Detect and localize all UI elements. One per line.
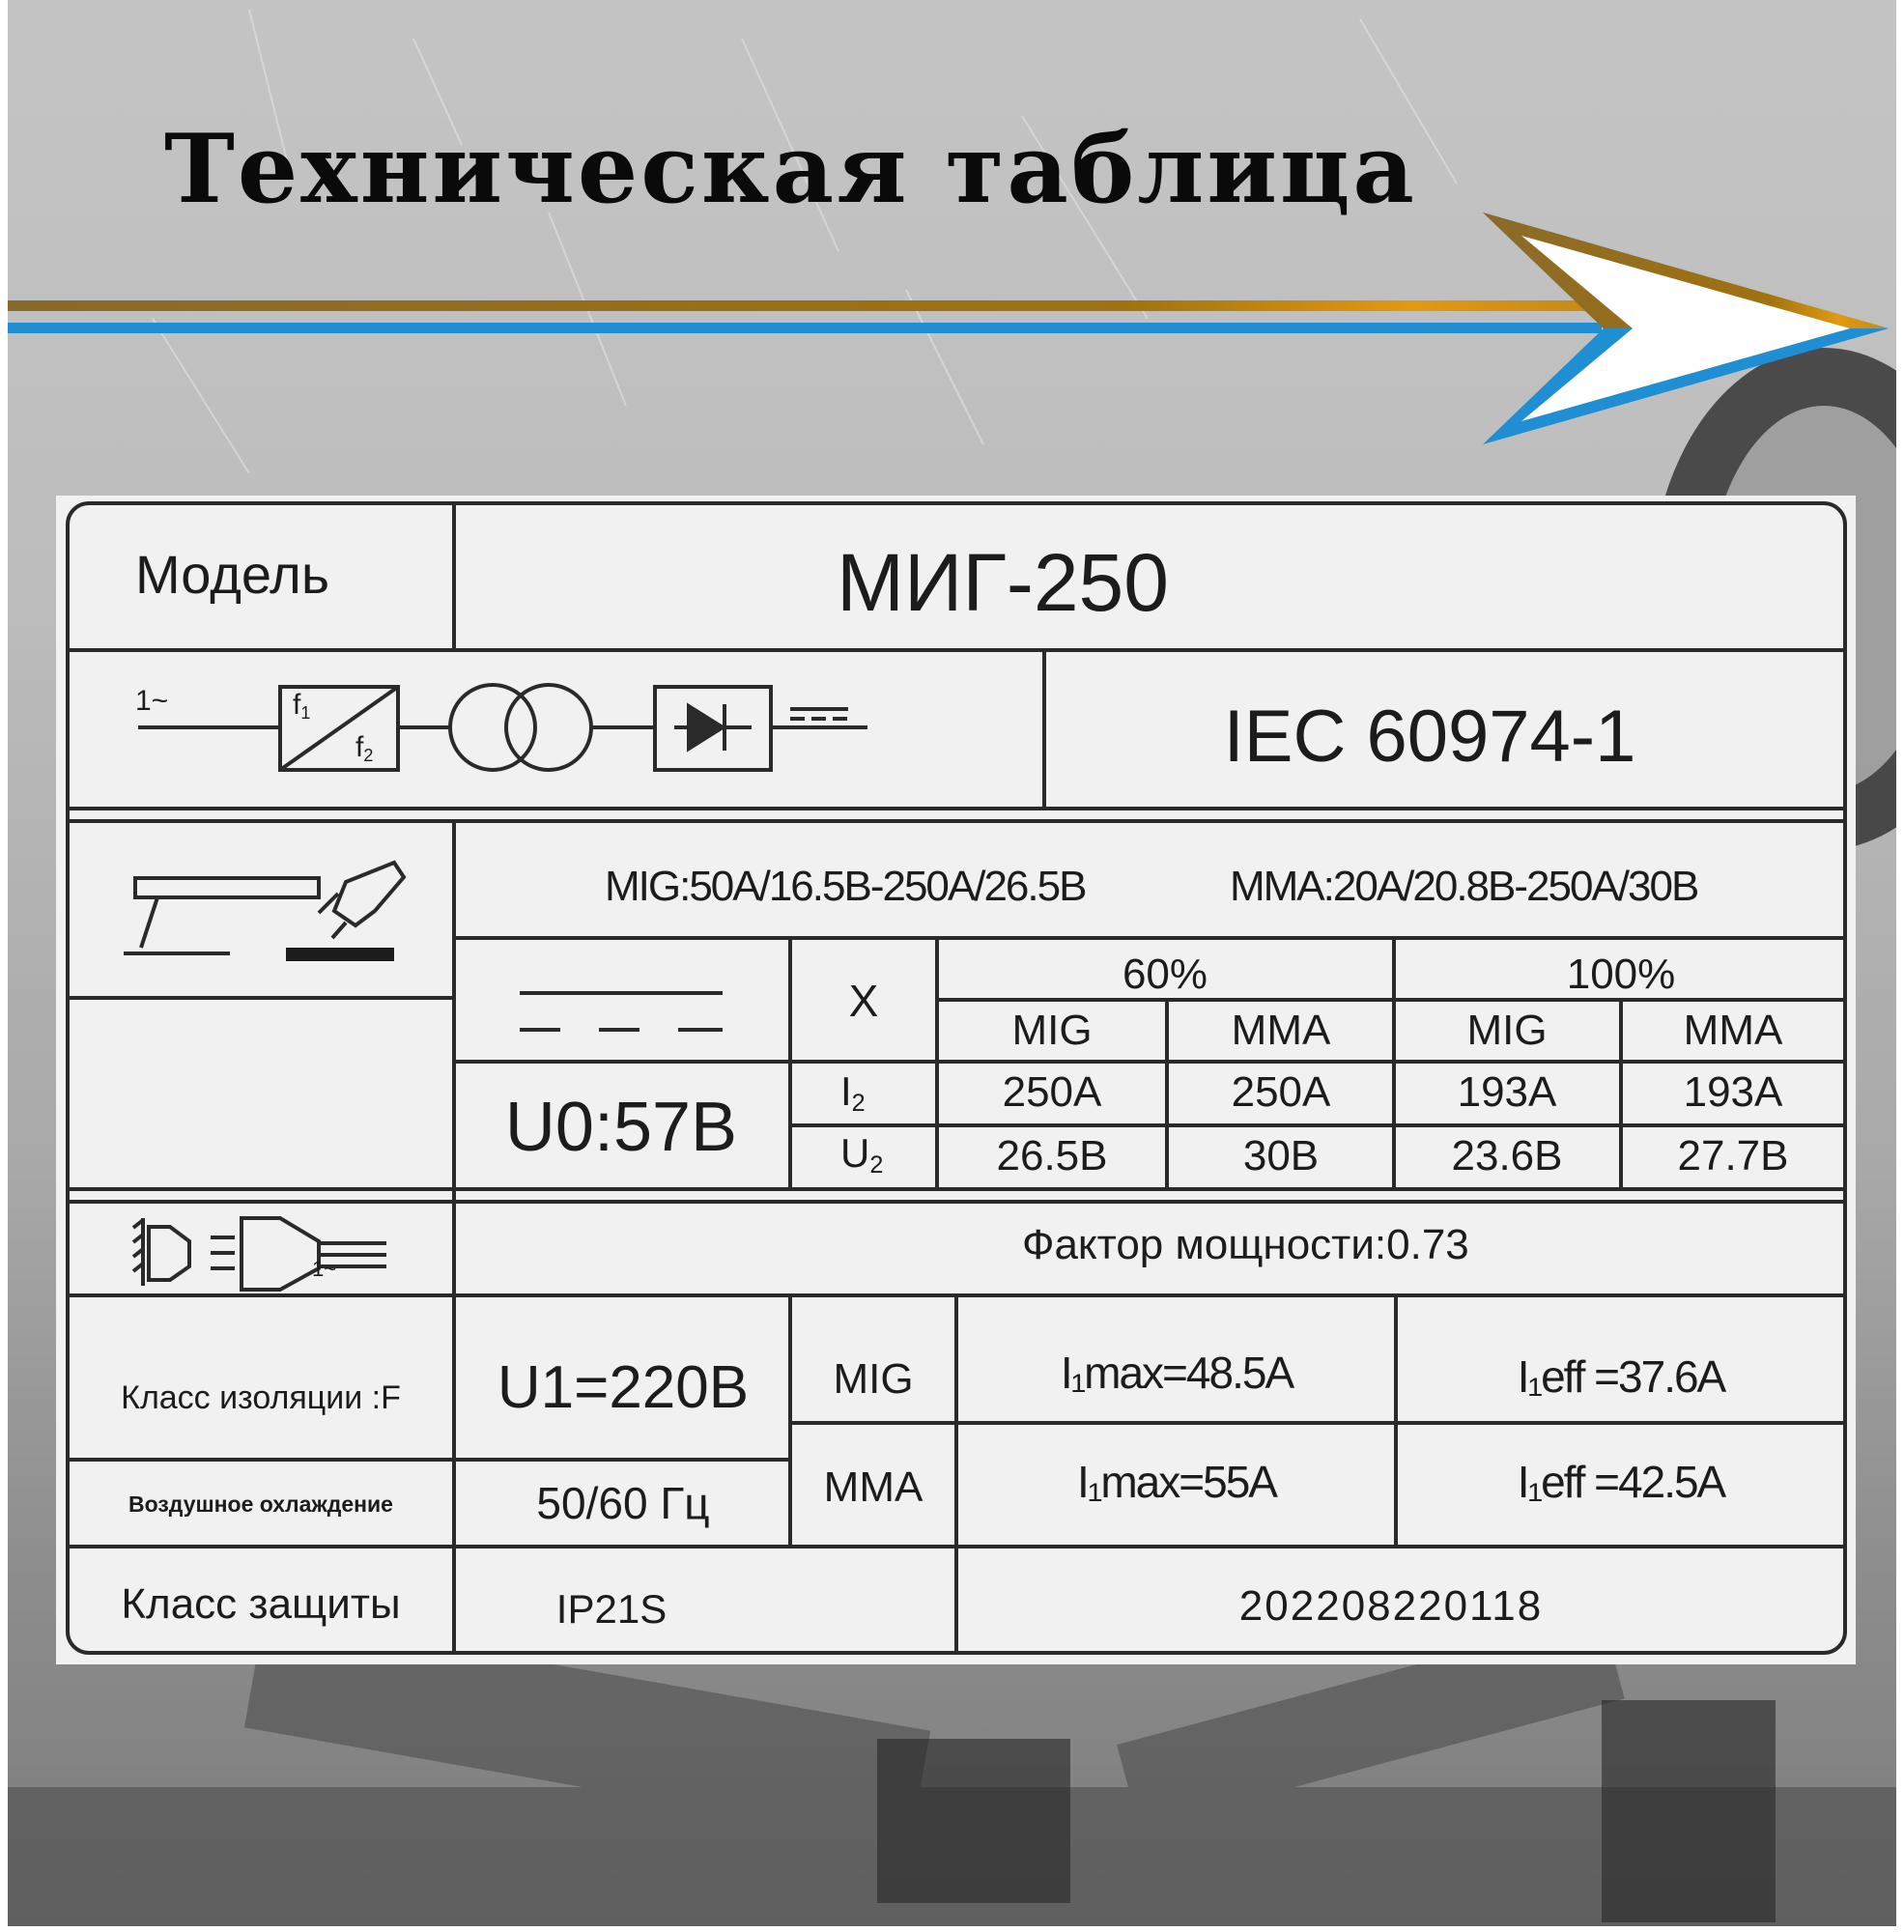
duty-cycle-label: X	[848, 976, 879, 1026]
mma-imax: I₁max=55A	[1077, 1457, 1276, 1507]
page-title: Техническая таблица	[164, 114, 1417, 225]
insulation-class: Класс изоляции :F	[121, 1379, 401, 1416]
dc-output-icon	[520, 993, 723, 1030]
converter-f1-label: f1	[293, 689, 311, 723]
col-mig-60: MIG	[1011, 1007, 1093, 1054]
u2-label: U2	[840, 1130, 884, 1179]
input-frequency: 50/60 Гц	[536, 1478, 710, 1528]
duty-100-header: 100%	[1566, 951, 1676, 998]
i2-mig-60: 250A	[1002, 1068, 1102, 1116]
range-mig: MIG:50A/16.5B-250A/26.5B	[605, 863, 1086, 910]
serial-number: 202208220118	[1238, 1582, 1544, 1630]
i2-mma-100: 193A	[1683, 1068, 1783, 1116]
open-circuit-voltage: U0:57B	[504, 1089, 738, 1166]
power-factor: Фактор мощности:0.73	[1022, 1221, 1469, 1268]
arrow-right-icon	[0, 203, 1904, 454]
rating-plate	[56, 496, 1856, 1664]
mma-input-label: MMA	[823, 1463, 924, 1511]
model-label: Модель	[135, 544, 330, 605]
duty-60-header: 60%	[1122, 951, 1208, 998]
power-source-diagram-icon	[138, 685, 867, 770]
i2-mma-60: 250A	[1231, 1068, 1331, 1116]
mig-welding-torch-icon	[124, 878, 319, 953]
i2-mig-100: 193A	[1457, 1068, 1557, 1116]
converter-f2-label: f2	[355, 731, 374, 765]
range-mma: MMA:20A/20.8B-250A/30B	[1230, 863, 1698, 910]
input-voltage: U1=220B	[497, 1354, 750, 1421]
mig-input-label: MIG	[833, 1355, 914, 1403]
cooling-type: Воздушное охлаждение	[128, 1492, 393, 1517]
col-mma-100: MMA	[1683, 1007, 1783, 1054]
col-mig-100: MIG	[1466, 1007, 1548, 1054]
supply-phase-label: 1~	[135, 685, 169, 717]
mig-imax: I₁max=48.5A	[1060, 1348, 1293, 1398]
u2-mig-100: 23.6B	[1451, 1132, 1563, 1179]
mains-plug-icon	[133, 1218, 386, 1290]
protection-class-label: Класс защиты	[121, 1580, 401, 1628]
u2-mig-60: 26.5B	[996, 1132, 1108, 1179]
plug-phase-label: 1~	[312, 1257, 337, 1281]
protection-class-value: IP21S	[555, 1586, 668, 1632]
u2-mma-60: 30B	[1242, 1132, 1320, 1179]
mig-ieff: I₁eff =37.6A	[1517, 1351, 1725, 1402]
i2-label: I2	[840, 1068, 866, 1118]
model-value: МИГ-250	[837, 537, 1169, 628]
u2-mma-100: 27.7B	[1677, 1132, 1789, 1179]
mma-ieff: I₁eff =42.5A	[1517, 1457, 1725, 1507]
col-mma-60: MMA	[1231, 1007, 1331, 1054]
standard-value: IEC 60974-1	[1223, 696, 1636, 778]
